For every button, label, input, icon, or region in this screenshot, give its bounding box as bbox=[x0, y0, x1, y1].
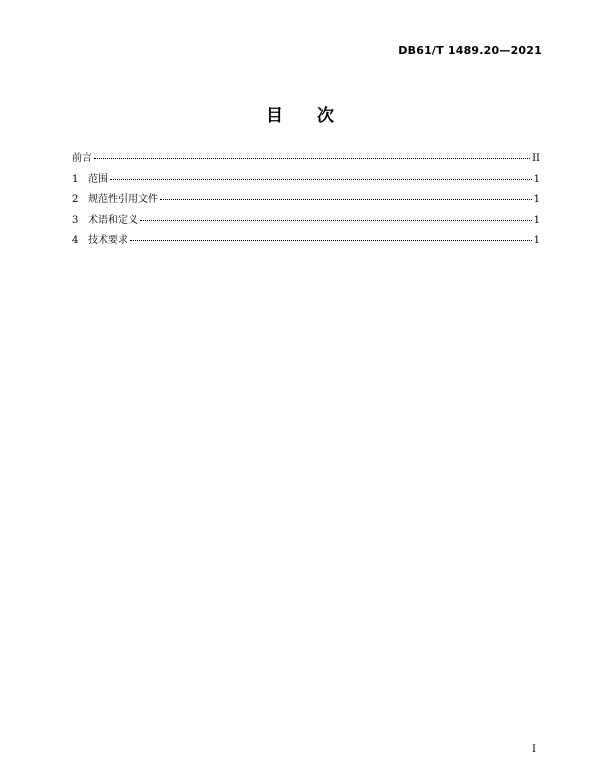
toc-entry-number: 4 bbox=[72, 235, 79, 246]
title-char-1: 目 bbox=[266, 106, 283, 126]
toc-entry-scope[interactable] bbox=[72, 170, 540, 191]
toc-entry-normative-references[interactable] bbox=[72, 190, 540, 211]
page-title bbox=[0, 101, 600, 126]
toc-entry-foreword[interactable] bbox=[72, 149, 540, 170]
toc-entry-number: 3 bbox=[72, 214, 79, 226]
toc-leader-dots bbox=[140, 220, 532, 221]
toc-entry-page: 1 bbox=[533, 214, 540, 226]
toc-entry-technical-requirements[interactable] bbox=[72, 231, 540, 252]
toc-entry-label: 术语和定义 bbox=[88, 214, 138, 226]
toc-leader-dots bbox=[130, 240, 532, 241]
toc-entry-label: 前言 bbox=[72, 153, 92, 164]
page-number: I bbox=[532, 744, 536, 755]
toc-leader-dots bbox=[160, 199, 532, 200]
toc-entry-label: 范围 bbox=[88, 173, 108, 185]
toc-entry-page: 1 bbox=[533, 173, 540, 185]
toc-leader-dots bbox=[94, 158, 530, 159]
toc-entry-page: 1 bbox=[533, 235, 540, 246]
toc-entry-label: 技术要求 bbox=[88, 235, 128, 246]
toc-entry-number: 2 bbox=[72, 194, 79, 205]
table-of-contents bbox=[72, 149, 540, 252]
toc-entry-page: 1 bbox=[533, 194, 540, 205]
toc-entry-number: 1 bbox=[72, 173, 79, 185]
toc-entry-page: II bbox=[532, 153, 540, 164]
toc-leader-dots bbox=[110, 179, 532, 180]
toc-entry-terms-definitions[interactable] bbox=[72, 211, 540, 232]
standard-code: DB61/T 1489.20—2021 bbox=[398, 44, 542, 57]
toc-entry-label: 规范性引用文件 bbox=[88, 194, 158, 205]
title-char-2: 次 bbox=[317, 106, 334, 126]
